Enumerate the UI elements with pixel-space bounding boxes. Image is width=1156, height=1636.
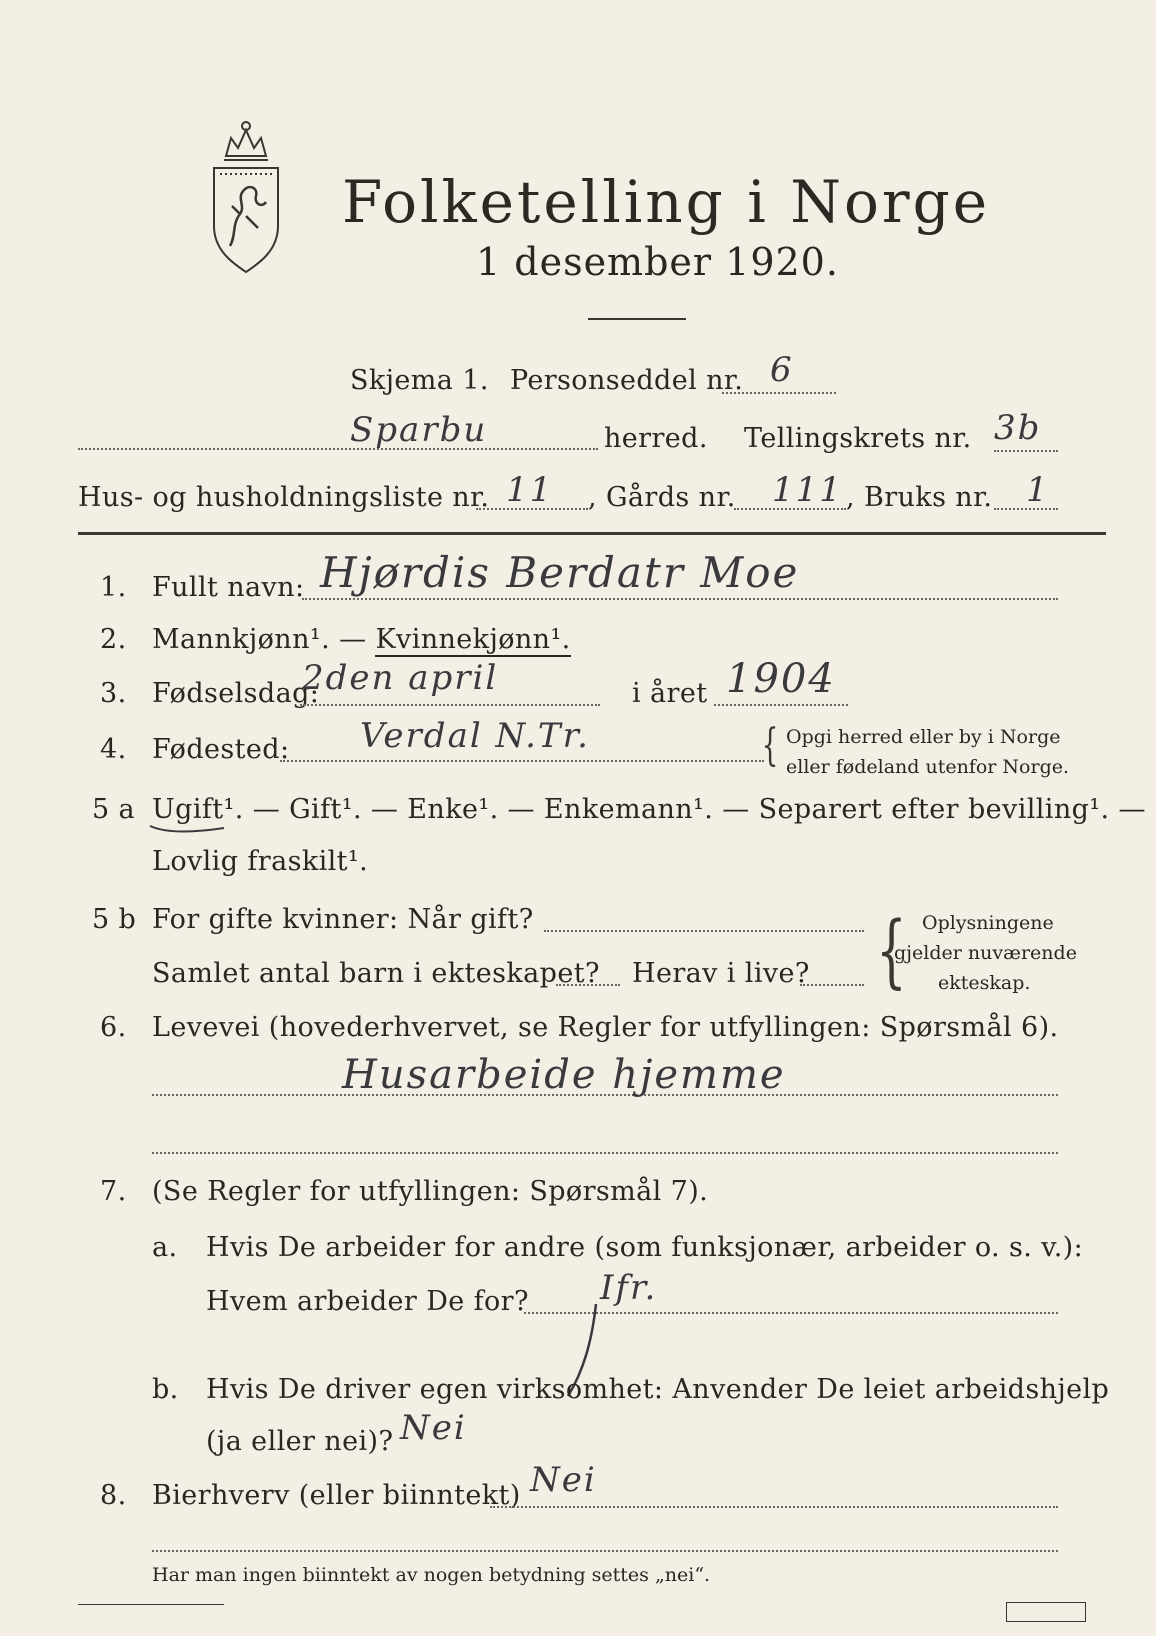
q5b-children-label: Samlet antal barn i ekteskapet? — [152, 958, 600, 989]
header-divider — [78, 532, 1106, 535]
q8-answer[interactable]: Nei — [530, 1460, 597, 1500]
footer-line-left — [78, 1604, 224, 1605]
q4-brace: { — [761, 720, 779, 771]
q5b-number: 5 b — [92, 904, 137, 935]
q5a-ugift-underline — [148, 822, 228, 836]
q5a-marital-options-2: Lovlig fraskilt¹. — [152, 846, 369, 877]
q6-label: Levevei (hovederhvervet, se Regler for utfyllingen: Spørsmål 6). — [152, 1012, 1059, 1043]
q5b-note-line3: ekteskap. — [938, 972, 1031, 994]
q2-sex-options — [152, 624, 571, 655]
q6-occupation[interactable]: Husarbeide hjemme — [342, 1052, 786, 1098]
q7a-employer-label: Hvem arbeider De for? — [206, 1286, 529, 1317]
q5b-alive-label: Herav i live? — [632, 958, 810, 989]
tellingskrets-value[interactable]: 3b — [994, 408, 1042, 448]
footer-note: Har man ingen biinntekt av nogen betydning settes „nei“. — [152, 1564, 711, 1586]
q1-full-name[interactable]: Hjørdis Berdatr Moe — [320, 548, 800, 597]
tellingskrets-dots — [994, 450, 1058, 452]
q7a-dots — [524, 1312, 1058, 1314]
q5b-when-married-label: For gifte kvinner: Når gift? — [152, 904, 534, 935]
q4-note-line2: eller fødeland utenfor Norge. — [786, 756, 1070, 778]
herred-dots — [78, 448, 598, 450]
q4-dots — [280, 760, 764, 762]
gards-value[interactable]: 111 — [772, 470, 843, 510]
q7b-label: (ja eller nei)? — [206, 1426, 394, 1457]
q2-male-option: Mannkjønn¹. — — [152, 624, 376, 655]
q8-number: 8. — [100, 1480, 127, 1511]
q5a-number: 5 a — [92, 794, 136, 825]
q8-dots — [490, 1506, 1058, 1508]
q5b-note-line1: Oplysningene — [922, 912, 1054, 934]
q3-number: 3. — [100, 678, 127, 709]
title-divider — [588, 318, 686, 320]
q8-label: Bierhverv (eller biinntekt) — [152, 1480, 521, 1511]
q7b-letter: b. — [152, 1374, 179, 1405]
herred-value[interactable]: Sparbu — [350, 410, 488, 450]
q3-birth-year[interactable]: 1904 — [726, 656, 836, 702]
q6-number: 6. — [100, 1012, 127, 1043]
hus-label: Hus- og husholdningsliste nr. — [78, 482, 490, 513]
q1-label: Fullt navn: — [152, 572, 305, 603]
q8-dots-2 — [152, 1550, 1058, 1552]
form-title: Folketelling i Norge — [342, 168, 991, 236]
q3-year-dots — [714, 704, 848, 706]
norwegian-coat-of-arms-icon — [196, 116, 296, 276]
q7-label: (Se Regler for utfyllingen: Spørsmål 7). — [152, 1176, 709, 1207]
q5a-marital-options: Ugift¹. — Gift¹. — Enke¹. — Enkemann¹. — Separert efter bevilling¹. — — [152, 794, 1146, 825]
q7-number: 7. — [100, 1176, 127, 1207]
q3-label: Fødselsdag: — [152, 678, 320, 709]
q4-label: Fødested: — [152, 734, 290, 765]
gards-label: , Gårds nr. — [588, 482, 736, 513]
bruks-value[interactable]: 1 — [1026, 470, 1050, 510]
tellingskrets-label: Tellingskrets nr. — [744, 423, 972, 454]
q7a-text: Hvis De arbeider for andre (som funksjonær, arbeider o. s. v.): — [206, 1232, 1084, 1263]
herred-label: herred. — [604, 423, 708, 454]
q1-dots — [302, 598, 1058, 600]
q7a-letter: a. — [152, 1232, 178, 1263]
personseddel-label: Personseddel nr. — [510, 365, 744, 396]
skjema-label: Skjema 1. — [350, 365, 489, 396]
q4-number: 4. — [100, 734, 127, 765]
bruks-label: , Bruks nr. — [846, 482, 993, 513]
q3-birthdate[interactable]: 2den april — [302, 658, 499, 698]
q3-date-dots — [300, 704, 600, 706]
q5b-note-line2: gjelder nuværende — [894, 942, 1077, 964]
q7b-text: Hvis De driver egen virksomhet: Anvender De leiet arbeidshjelp — [206, 1374, 1110, 1405]
q5b-brace: { — [876, 904, 907, 997]
q2-female-option[interactable]: Kvinnekjønn¹. — [375, 624, 571, 655]
q5b-children-dots — [556, 984, 620, 986]
q7a-employer[interactable]: Ifr. — [600, 1268, 658, 1308]
form-date: 1 desember 1920. — [476, 240, 839, 284]
q6-dots-2 — [152, 1152, 1058, 1154]
bleed-through-text — [560, 90, 565, 110]
q2-number: 2. — [100, 624, 127, 655]
q5b-alive-dots — [800, 984, 864, 986]
q1-number: 1. — [100, 572, 127, 603]
personseddel-value[interactable]: 6 — [770, 350, 794, 390]
q3-year-label: i året — [632, 678, 708, 709]
q7b-answer[interactable]: Nei — [400, 1408, 467, 1448]
personseddel-dots — [722, 392, 836, 394]
hus-value[interactable]: 11 — [506, 470, 554, 510]
footer-box — [1006, 1602, 1086, 1622]
q4-birthplace[interactable]: Verdal N.Tr. — [360, 716, 590, 756]
q5b-when-married-dots — [544, 930, 864, 932]
q4-note-line1: Opgi herred eller by i Norge — [786, 726, 1061, 748]
